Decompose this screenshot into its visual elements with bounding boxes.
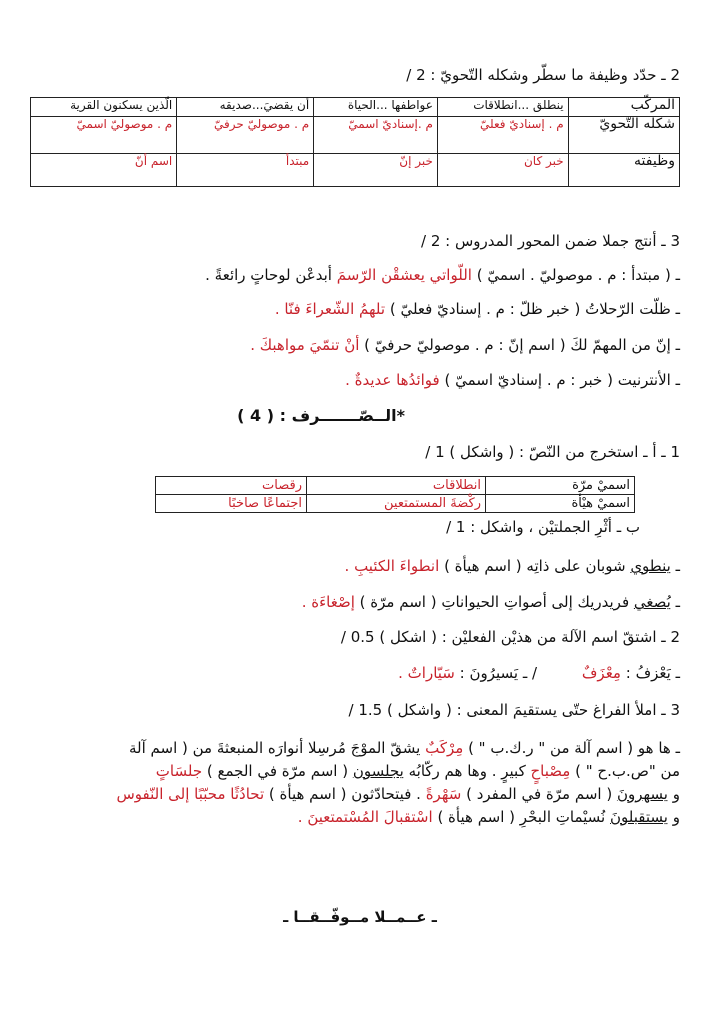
sarf-q1a: 1 ـ أ ـ استخرج من النّصّ : ( واشكل ) 1 / [425, 443, 680, 461]
q2-verb-a: ـ يَعْزفُ : [625, 664, 680, 682]
b1-verb: ينطوي [630, 557, 671, 575]
s4-hint: ـ الأنترنيت ( خبر : م . إسناديّ اسميّ ) [444, 371, 680, 389]
s1-hint: ـ ( مبتدأ : م . موصوليّ . اسميّ ) [476, 266, 680, 284]
p2-answer-2: جلسَاتٍ [155, 762, 203, 780]
q3-sentence-2 [30, 298, 680, 320]
s2-answer: تلهمُ الشّعراءَ فنّا . [274, 300, 386, 318]
p2-text-b: كبيرٍ . وها هم ركّابُه [408, 762, 526, 780]
p1-answer: مِرْكَبٌ [425, 739, 464, 757]
t2-row2-v1: ركْضةَ المستمتعين [307, 495, 486, 513]
b2-verb: يُصغي [633, 593, 671, 611]
cell-phrase-3: أن يقضيَ...صديقه [177, 98, 314, 117]
t2-row2-label: اسميْ هيْأة [486, 495, 635, 513]
b2-dash: ـ [675, 593, 680, 611]
closing-wish: ـ عــمــلا مــوفّــقــا ـ [283, 908, 437, 926]
p2-text-c: ( اسم مرّة في الجمع ) [206, 762, 349, 780]
p2-text-a: من "ص.ب.ح " ) [575, 762, 680, 780]
q2-verb-b: / ـ يَسيرُونَ : [459, 664, 538, 682]
p4-and: و [672, 808, 680, 826]
p2-answer-1: مِصْباحٍ [530, 762, 571, 780]
b2-answer: إصْغاءَة . [301, 593, 355, 611]
t2-row1-v2: رقصات [156, 477, 307, 495]
cell-func-2: خبر إنّ [314, 154, 438, 187]
row-head-phrase: المركّب [568, 98, 679, 117]
b1-text: شوبان على ذاتِه ( اسم هيأة ) [444, 557, 626, 575]
cell-phrase-4: الّذين يسكنون القرية [31, 98, 177, 117]
sarf-q2-answers [30, 662, 680, 684]
p3-answer-2: تحادُثًا محبّبًا إلى النّفوس [116, 785, 265, 803]
s1-answer: اللّواتي يعشقْن الرّسمَ [336, 266, 472, 284]
sarf-b2 [30, 591, 680, 613]
t2-row2-v2: اجتماعًا صاخبًا [156, 495, 307, 513]
p3-text-b: ( اسم مرّة في المفرد ) [466, 785, 613, 803]
syntax-table [30, 97, 680, 187]
p3-answer-1: سَهْرةً [425, 785, 462, 803]
sarf-p2 [30, 760, 680, 782]
cell-func-4: اسم أنّ [31, 154, 177, 187]
cell-func-3: مبتدأ [177, 154, 314, 187]
cell-form-1: م . إسناديّ فعليّ [437, 117, 568, 154]
p1-text-a: ـ ها هو ( اسم آلة من " ر.ك.ب " ) [468, 739, 680, 757]
cell-form-3: م . موصوليّ حرفيّ [177, 117, 314, 154]
q2-title: 2 ـ حدّد وظيفة ما سطّر وشكله التّحويّ : 2 / [406, 66, 680, 84]
sarf-title: *الــصّـــــــرف : ( 4 ) [237, 406, 405, 425]
q3-sentence-3 [30, 334, 680, 356]
s3-answer: أنْ تنمّيَ مواهبكَ . [250, 336, 360, 354]
q3-sentence-1 [30, 264, 680, 286]
p1-text-b: يشقّ الموْجَ مُرسِلا أنوارَه المنبعثةَ من ( اسم آلة [128, 739, 421, 757]
s1-rest: أبدعْن لوحاتٍ رائعةً . [205, 266, 332, 284]
p4-answer: اسْتقبالَ المُسْتمتعينَ . [297, 808, 433, 826]
morphology-table [155, 476, 635, 513]
p2-verb: يجلسون [352, 762, 404, 780]
b1-dash: ـ [675, 557, 680, 575]
cell-form-2: م .إسناديّ اسميّ [314, 117, 438, 154]
s3-hint: ـ إنّ من المهمّ لكَ ( اسم إنّ : م . موصوليّ حرفيّ ) [364, 336, 680, 354]
p4-verb: يستقبلونَ [610, 808, 668, 826]
s4-answer: فوائدُها عديدةٌ . [345, 371, 440, 389]
p3-text-c: . فيتحادّثون ( اسم هيأة ) [268, 785, 421, 803]
t2-row1-v1: انطلاقات [307, 477, 486, 495]
s2-hint: ـ ظلّت الرّحلاتُ ( خبر ظلّ : م . إسناديّ فعليّ ) [389, 300, 680, 318]
sarf-p3 [30, 783, 680, 805]
q2-answer-a: مِعْزَفٌ [581, 664, 621, 682]
b1-answer: انطواءَ الكئيبِ . [344, 557, 440, 575]
cell-form-4: م . موصوليّ اسميّ [31, 117, 177, 154]
p3-and: و [672, 785, 680, 803]
b2-text: فريدريك إلى أصواتِ الحيواناتِ ( اسم مرّة ) [359, 593, 630, 611]
p3-verb: يسهرونَ [616, 785, 668, 803]
row-head-form: شكله التّحويّ [568, 117, 679, 154]
q3-sentence-4 [30, 369, 680, 391]
q2-answer-b: سَيّاراتٌ . [398, 664, 455, 682]
cell-func-1: خبر كان [437, 154, 568, 187]
sarf-q3: 3 ـ املأ الفراغ حتّى يستقيمَ المعنى : ( واشكل ) 1.5 / [348, 701, 680, 719]
sarf-q2: 2 ـ اشتقّ اسم الآلة من هذيْن الفعليْن : ( اشكل ) 0.5 / [340, 628, 680, 646]
cell-phrase-1: ينطلق ...انطلاقات [437, 98, 568, 117]
t2-row1-label: اسميْ مرّة [486, 477, 635, 495]
sarf-p1 [30, 737, 680, 759]
p4-text-b: نُسيْماتِ البحْرِ ( اسم هيأة ) [437, 808, 606, 826]
row-head-function: وظيفته [568, 154, 679, 187]
sarf-p4 [30, 806, 680, 828]
cell-phrase-2: عواطفها ...الحياة [314, 98, 438, 117]
sarf-q1b: ب ـ أثْرِ الجملتيْن ، واشكل : 1 / [446, 518, 640, 536]
q3-title: 3 ـ أنتج جملا ضمن المحور المدروس : 2 / [421, 232, 680, 250]
sarf-b1 [30, 555, 680, 577]
